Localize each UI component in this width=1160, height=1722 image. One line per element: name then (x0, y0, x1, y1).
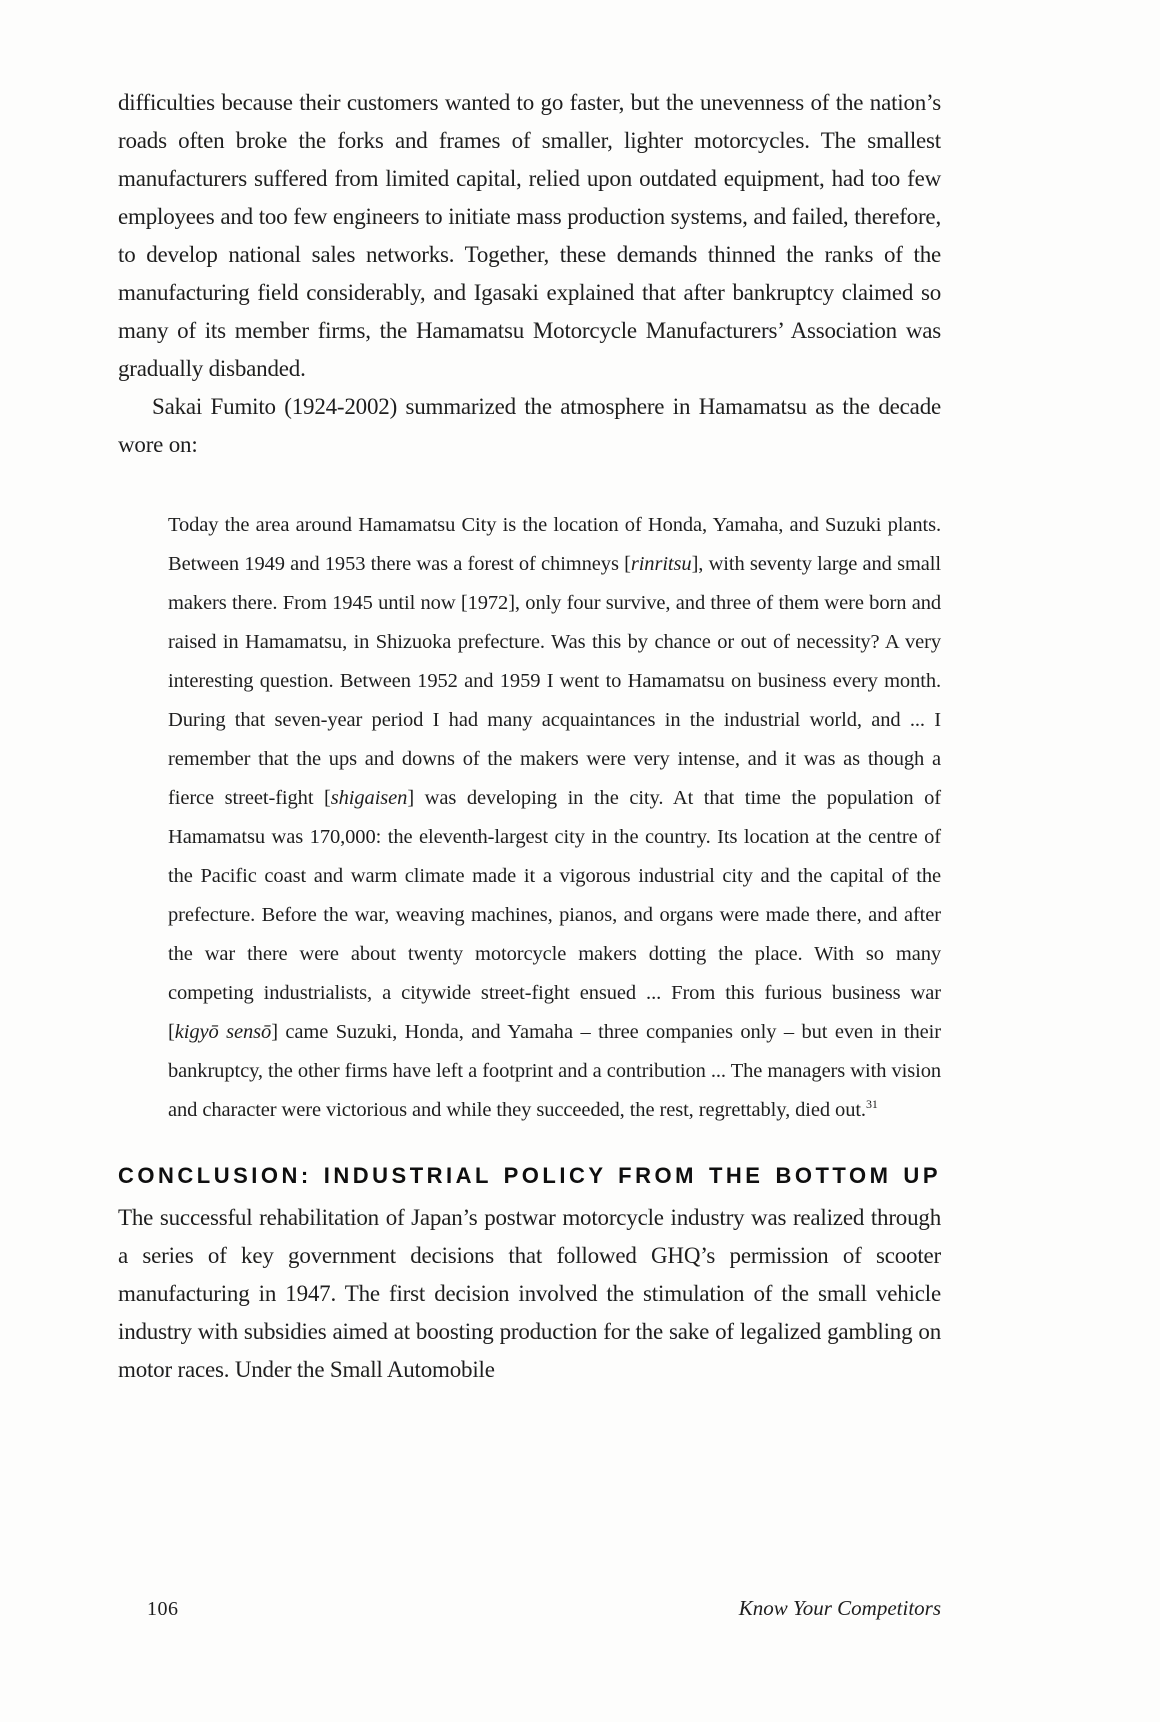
quote-term-rinritsu: rinritsu (630, 553, 692, 575)
quote-term-shigaisen: shigaisen (330, 787, 408, 809)
quote-segment: ] came Suzuki, Honda, and Yamaha – three companies only – but even in their bankruptcy, the other firms have left a footprint and a contribution ... The managers with vision and character were victorious and while they succeeded, the rest, regrettably, died out. (168, 1021, 941, 1121)
quote-segment: ] was developing in the city. At that time the population of Hamamatsu was 170,000: the eleventh-largest city in the country. Its location at the centre of the Pacific coast and warm climate made it a vigorous industrial city and the capital of the prefecture. Before the war, weaving machines, pianos, and organs were made there, and after the war there were about twenty motorcycle makers dotting the place. With so many competing industrialists, a citywide street-fight ensued ... From this furious business war [ (168, 787, 941, 1043)
page-footer (118, 1596, 941, 1621)
footnote-reference: 31 (865, 1097, 878, 1112)
page-body (118, 84, 941, 1389)
paragraph-conclusion: The successful rehabilitation of Japan’s postwar motorcycle industry was realized through a series of key government decisions that followed GHQ’s permission of scooter manufacturing in 1947. The first decision involved the stimulation of the small vehicle industry with subsidies aimed at boosting production for the sake of legalized gambling on motor races. Under the Small Automobile (118, 1205, 941, 1382)
section-heading: CONCLUSION: INDUSTRIAL POLICY FROM THE BOTTOM UP (118, 1163, 941, 1188)
paragraph-continued: difficulties because their customers wanted to go faster, but the unevenness of the nation’s roads often broke the forks and frames of smaller, lighter motorcycles. The smallest manufacturers suffered from limited capital, relied upon outdated equipment, had too few employees and too few engineers to initiate mass production systems, and failed, therefore, to develop national sales networks. Together, these demands thinned the ranks of the manufacturing field considerably, and Igasaki explained that after bankruptcy claimed so many of its member firms, the Hamamatsu Motorcycle Manufacturers’ Association was gradually disbanded. (118, 90, 941, 381)
quote-segment: ], with seventy large and small makers there. From 1945 until now [1972], only four survive, and three of them were born and raised in Hamamatsu, in Shizuoka prefecture. Was this by chance or out of necessity? A very interesting question. Between 1952 and 1959 I went to Hamamatsu on business every month. During that seven-year period I had many acquaintances in the industrial world, and ... I remember that the ups and downs of the makers were very intense, and it was as though a fierce street-fight [ (168, 553, 941, 809)
block-quote (168, 506, 941, 1130)
quote-term-kigyo-senso: kigyō sensō (174, 1021, 272, 1043)
page-number: 106 (147, 1598, 179, 1620)
paragraph-sakai-intro: Sakai Fumito (1924-2002) summarized the atmosphere in Hamamatsu as the decade wore on: (118, 394, 941, 457)
running-title: Know Your Competitors (738, 1596, 941, 1620)
quote-segment: Today the area around Hamamatsu City is the location of Honda, Yamaha, and Suzuki plants. Between 1949 and 1953 there was a forest of chimneys [ (168, 514, 941, 575)
